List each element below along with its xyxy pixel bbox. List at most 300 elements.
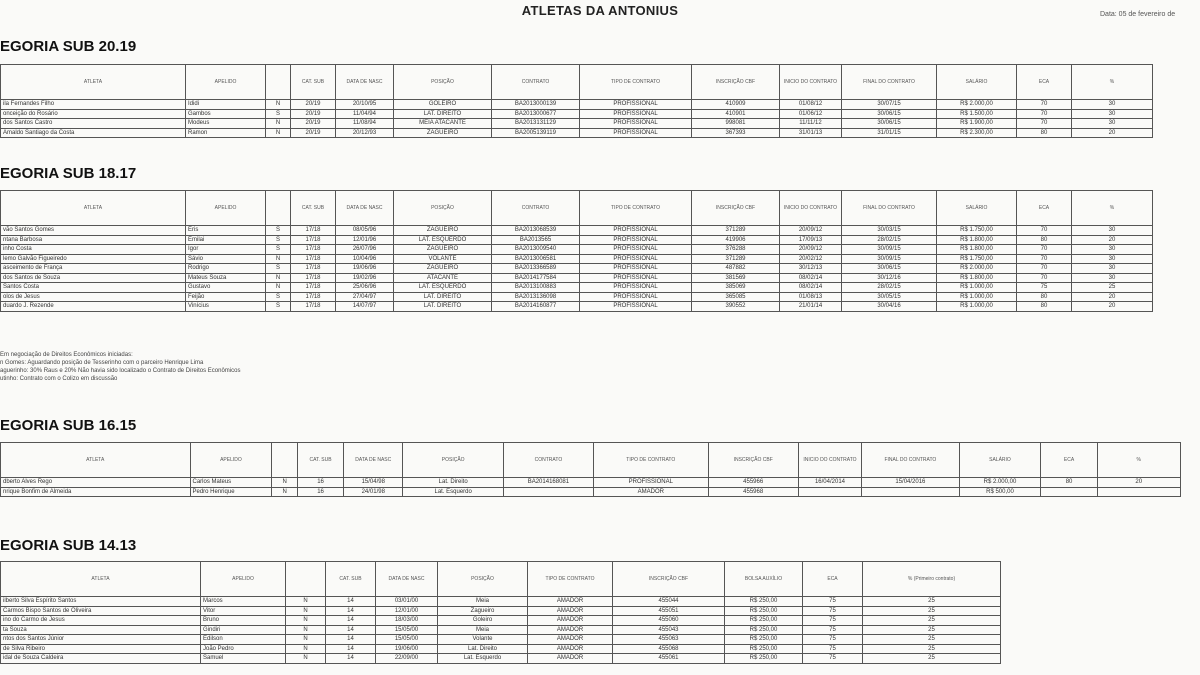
table-cell: PROFISSIONAL — [580, 245, 692, 255]
table-cell: Carmos Bispo Santos de Oliveira — [1, 606, 201, 616]
table-cell: BA2013100883 — [492, 283, 580, 293]
table-cell: 19/02/96 — [336, 273, 394, 283]
table-cell: PROFISSIONAL — [580, 302, 692, 312]
table-cell: Mateus Souza — [186, 273, 266, 283]
table-cell: R$ 2.300,00 — [937, 128, 1017, 138]
table-cell: 20/09/12 — [780, 226, 842, 236]
table-cell: PROFISSIONAL — [580, 264, 692, 274]
table-cell: 30 — [1072, 254, 1153, 264]
column-header: INICIO DO CONTRATO — [798, 443, 862, 478]
column-header: FINAL DO CONTRATO — [842, 65, 937, 100]
table-cell: 20/10/95 — [336, 100, 394, 110]
table-cell: S — [266, 245, 291, 255]
column-header — [286, 562, 326, 597]
column-header: POSIÇÃO — [438, 562, 528, 597]
table-cell: 75 — [803, 606, 863, 616]
table-cell: 20 — [1072, 302, 1153, 312]
table-cell: AMADOR — [528, 597, 613, 607]
table-header-row — [1, 191, 1153, 226]
table-cell: PROFISSIONAL — [580, 128, 692, 138]
table-row — [1, 226, 1153, 236]
table-cell: 16/04/2014 — [798, 478, 862, 488]
table-cell: Ramon — [186, 128, 266, 138]
table-cell: de Silva Ribeiro — [1, 644, 201, 654]
table-cell: 390552 — [692, 302, 780, 312]
table-cell: 455044 — [613, 597, 725, 607]
column-header: APELIDO — [186, 65, 266, 100]
table-row — [1, 487, 1181, 497]
table-cell: 20 — [1097, 478, 1180, 488]
column-header: % — [1097, 443, 1180, 478]
table-cell: AMADOR — [528, 635, 613, 645]
table-cell: BA2013006581 — [492, 254, 580, 264]
table-cell: 487882 — [692, 264, 780, 274]
table-cell: 21/01/14 — [780, 302, 842, 312]
table-cell: S — [266, 109, 291, 119]
table-cell: 14 — [326, 625, 376, 635]
table-cell: 26/07/96 — [336, 245, 394, 255]
table-cell: Vitor — [201, 606, 286, 616]
table-cell: AMADOR — [593, 487, 708, 497]
table-cell: 75 — [803, 635, 863, 645]
table-cell: 30/03/15 — [842, 226, 937, 236]
table-cell: olos de Jesus — [1, 292, 186, 302]
table-cell: R$ 1.800,00 — [937, 235, 1017, 245]
table-cell: 30/09/15 — [842, 254, 937, 264]
table-cell: 410901 — [692, 109, 780, 119]
table-cell: 70 — [1017, 119, 1072, 129]
column-header: FINAL DO CONTRATO — [842, 191, 937, 226]
column-header: INICIO DO CONTRATO — [780, 191, 842, 226]
table-row — [1, 635, 1001, 645]
column-header: % (Primeiro contrato) — [863, 562, 1001, 597]
table-cell: vão Santos Gomes — [1, 226, 186, 236]
table-cell: MEIA ATACANTE — [394, 119, 492, 129]
table-cell: BA2014177584 — [492, 273, 580, 283]
table-cell: Santos Costa — [1, 283, 186, 293]
table-cell: 30/09/15 — [842, 245, 937, 255]
table-cell: N — [266, 273, 291, 283]
column-header: TIPO DE CONTRATO — [580, 65, 692, 100]
table-cell: N — [286, 616, 326, 626]
table-cell: 17/18 — [291, 245, 336, 255]
table-cell: BA2014160877 — [492, 302, 580, 312]
athletes-table — [0, 190, 1153, 312]
table-cell: PROFISSIONAL — [580, 109, 692, 119]
table-cell: 28/02/15 — [842, 283, 937, 293]
table-cell: 28/02/15 — [842, 235, 937, 245]
table-row — [1, 245, 1153, 255]
table-cell: 24/01/98 — [344, 487, 403, 497]
table-cell: 30 — [1072, 273, 1153, 283]
column-header: TIPO DE CONTRATO — [528, 562, 613, 597]
table-cell: 455968 — [708, 487, 798, 497]
table-cell: 20/19 — [291, 100, 336, 110]
table-cell: BA2013000139 — [492, 100, 580, 110]
table-cell: Amaldo Santiago da Costa — [1, 128, 186, 138]
column-header: APELIDO — [201, 562, 286, 597]
table-cell — [1041, 487, 1097, 497]
table-header-row — [1, 562, 1001, 597]
table-cell: 371289 — [692, 254, 780, 264]
column-header: CONTRATO — [492, 191, 580, 226]
table-cell: 25 — [1072, 283, 1153, 293]
table-cell: 20/09/12 — [780, 245, 842, 255]
table-cell: 30/12/13 — [780, 264, 842, 274]
table-cell: S — [266, 264, 291, 274]
table-cell: 14/07/97 — [336, 302, 394, 312]
table-cell: 01/06/12 — [780, 109, 842, 119]
table-row — [1, 283, 1153, 293]
table-cell: 08/02/14 — [780, 273, 842, 283]
table-header-row — [1, 443, 1181, 478]
column-header: CAT. SUB — [297, 443, 343, 478]
table-cell: Gustavo — [186, 283, 266, 293]
table-cell: ZAGUEIRO — [394, 226, 492, 236]
table-cell: Vinícius — [186, 302, 266, 312]
table-cell: BA2005139119 — [492, 128, 580, 138]
table-cell: 20 — [1072, 128, 1153, 138]
column-header: POSIÇÃO — [394, 65, 492, 100]
athletes-table — [0, 442, 1181, 497]
column-header — [266, 191, 291, 226]
table-row — [1, 625, 1001, 635]
table-cell: 70 — [1017, 273, 1072, 283]
table-cell: 11/04/94 — [336, 109, 394, 119]
table-cell: 70 — [1017, 264, 1072, 274]
table-cell: N — [286, 597, 326, 607]
column-header: CONTRATO — [492, 65, 580, 100]
table-cell: 20 — [1072, 292, 1153, 302]
table-cell — [862, 487, 959, 497]
table-cell: Volante — [438, 635, 528, 645]
table-cell: 367393 — [692, 128, 780, 138]
section-title: EGORIA SUB 16.15 — [0, 417, 137, 434]
table-cell: N — [266, 128, 291, 138]
table-cell: R$ 250,00 — [725, 616, 803, 626]
table-cell: 12/01/00 — [376, 606, 438, 616]
table-cell: 19/06/96 — [336, 264, 394, 274]
column-header: BOLSA AUXÍLIO — [725, 562, 803, 597]
table-cell: 17/18 — [291, 226, 336, 236]
table-cell: 14 — [326, 644, 376, 654]
table-cell: Carlos Mateus — [190, 478, 272, 488]
column-header: % — [1072, 191, 1153, 226]
table-cell: 11/08/94 — [336, 119, 394, 129]
table-row — [1, 478, 1181, 488]
column-header: DATA DE NASC — [376, 562, 438, 597]
table-cell: Modeus — [186, 119, 266, 129]
table-cell: R$ 250,00 — [725, 606, 803, 616]
table-cell: 410909 — [692, 100, 780, 110]
table-cell: LAT. DIREITO — [394, 109, 492, 119]
note-line: n Gomes: Aguardando posição de Tesserinho com o parceiro Henrique Lima — [0, 360, 204, 366]
table-row — [1, 606, 1001, 616]
table-row — [1, 128, 1153, 138]
table-cell: Meia — [438, 625, 528, 635]
table-cell: ntos dos Santos Júnior — [1, 635, 201, 645]
table-cell: ATACANTE — [394, 273, 492, 283]
table-cell: N — [266, 100, 291, 110]
table-cell: Rodrigo — [186, 264, 266, 274]
table-row — [1, 644, 1001, 654]
table-cell: R$ 2.000,00 — [937, 100, 1017, 110]
table-cell: dos Santos de Souza — [1, 273, 186, 283]
table-cell: 16 — [297, 487, 343, 497]
column-header — [272, 443, 298, 478]
table-cell: 03/01/00 — [376, 597, 438, 607]
table-cell: 30 — [1072, 119, 1153, 129]
table-cell: 01/08/12 — [780, 100, 842, 110]
table-cell: Lat. Direito — [403, 478, 503, 488]
table-cell: Feijão — [186, 292, 266, 302]
table-cell: 75 — [803, 625, 863, 635]
table-cell: 15/04/98 — [344, 478, 403, 488]
table-cell: R$ 250,00 — [725, 635, 803, 645]
table-cell: 30/04/16 — [842, 302, 937, 312]
table-cell: dos Santos Castro — [1, 119, 186, 129]
table-cell: 25 — [863, 635, 1001, 645]
column-header: APELIDO — [186, 191, 266, 226]
column-header: ECA — [1017, 65, 1072, 100]
table-cell: 17/18 — [291, 283, 336, 293]
table-row — [1, 597, 1001, 607]
table-cell: lemo Galvão Figueiredo — [1, 254, 186, 264]
table-cell: 17/18 — [291, 254, 336, 264]
table-cell: Igor — [186, 245, 266, 255]
table-cell: AMADOR — [528, 616, 613, 626]
table-cell: 20/19 — [291, 119, 336, 129]
column-header: SALÁRIO — [959, 443, 1041, 478]
table-cell: idal de Souza Caldeira — [1, 654, 201, 664]
table-cell — [798, 487, 862, 497]
table-cell: 455060 — [613, 616, 725, 626]
table-cell: 14 — [326, 616, 376, 626]
table-cell: Emilai — [186, 235, 266, 245]
table-cell: 365085 — [692, 292, 780, 302]
column-header: DATA DE NASC — [344, 443, 403, 478]
table-cell: 15/05/00 — [376, 635, 438, 645]
table-cell: 75 — [803, 644, 863, 654]
table-cell: ntana Barbosa — [1, 235, 186, 245]
table-cell: ilberto Silva Espírito Santos — [1, 597, 201, 607]
table-cell: AMADOR — [528, 625, 613, 635]
table-row — [1, 654, 1001, 664]
column-header: ECA — [1041, 443, 1097, 478]
table-cell: 30 — [1072, 226, 1153, 236]
table-cell: 371289 — [692, 226, 780, 236]
column-header: INSCRIÇÃO CBF — [692, 65, 780, 100]
table-cell: 15/05/00 — [376, 625, 438, 635]
table-cell: PROFISSIONAL — [580, 235, 692, 245]
table-cell: João Pedro — [201, 644, 286, 654]
table-cell: R$ 1.750,00 — [937, 226, 1017, 236]
table-cell: 20/02/12 — [780, 254, 842, 264]
column-header: ECA — [1017, 191, 1072, 226]
table-cell: LAT. DIREITO — [394, 292, 492, 302]
table-cell: 385069 — [692, 283, 780, 293]
table-cell: 75 — [803, 616, 863, 626]
table-cell: 25 — [863, 597, 1001, 607]
table-cell: BA2013068539 — [492, 226, 580, 236]
table-cell: AMADOR — [528, 606, 613, 616]
table-cell: 15/04/2016 — [862, 478, 959, 488]
table-row — [1, 235, 1153, 245]
table-cell: 25 — [863, 644, 1001, 654]
table-cell: N — [286, 606, 326, 616]
table-cell: 17/18 — [291, 302, 336, 312]
table-cell: 16 — [297, 478, 343, 488]
table-cell: BA2013131129 — [492, 119, 580, 129]
column-header: POSIÇÃO — [394, 191, 492, 226]
table-cell: onceição do Rosário — [1, 109, 186, 119]
column-header — [266, 65, 291, 100]
table-cell: PROFISSIONAL — [580, 119, 692, 129]
table-cell: Edilson — [201, 635, 286, 645]
table-cell: 75 — [1017, 283, 1072, 293]
table-cell: R$ 250,00 — [725, 597, 803, 607]
table-cell: Marcos — [201, 597, 286, 607]
table-cell: Gindiri — [201, 625, 286, 635]
table-cell: 455966 — [708, 478, 798, 488]
table-cell: N — [266, 283, 291, 293]
table-cell: 25/06/96 — [336, 283, 394, 293]
table-header-row — [1, 65, 1153, 100]
table-cell: 75 — [803, 597, 863, 607]
column-header: CAT. SUB — [291, 65, 336, 100]
table-cell: 70 — [1017, 100, 1072, 110]
column-header: CONTRATO — [503, 443, 593, 478]
table-cell: 70 — [1017, 109, 1072, 119]
table-cell: PROFISSIONAL — [580, 254, 692, 264]
table-cell: 25 — [863, 616, 1001, 626]
table-cell: 10/04/96 — [336, 254, 394, 264]
table-cell: 17/09/13 — [780, 235, 842, 245]
table-cell: 25 — [863, 654, 1001, 664]
table-cell: 30/06/15 — [842, 109, 937, 119]
table-cell: 08/02/14 — [780, 283, 842, 293]
table-cell: Sávio — [186, 254, 266, 264]
table-cell: 14 — [326, 635, 376, 645]
table-cell: Bruno — [201, 616, 286, 626]
table-cell: 20/19 — [291, 128, 336, 138]
table-cell: N — [286, 635, 326, 645]
table-cell: Lat. Direito — [438, 644, 528, 654]
note-line: utinho: Contrato com o Colizo em discussão — [0, 376, 118, 382]
table-cell: S — [266, 302, 291, 312]
table-cell: 31/01/15 — [842, 128, 937, 138]
section-title: EGORIA SUB 14.13 — [0, 537, 137, 554]
table-cell: 455051 — [613, 606, 725, 616]
table-cell: LAT. DIREITO — [394, 302, 492, 312]
table-cell: 30 — [1072, 100, 1153, 110]
table-cell: Lat. Esquerdo — [438, 654, 528, 664]
table-cell: N — [272, 478, 298, 488]
table-cell: 30/06/15 — [842, 119, 937, 129]
table-cell: R$ 1.800,00 — [937, 273, 1017, 283]
table-cell: GOLEIRO — [394, 100, 492, 110]
table-cell: dberto Alves Rego — [1, 478, 191, 488]
table-cell: 11/11/12 — [780, 119, 842, 129]
table-cell: 27/04/97 — [336, 292, 394, 302]
table-cell: N — [272, 487, 298, 497]
table-cell: 30/07/15 — [842, 100, 937, 110]
table-cell: ZAGUEIRO — [394, 264, 492, 274]
table-cell: N — [266, 254, 291, 264]
table-cell: 30 — [1072, 109, 1153, 119]
table-cell: PROFISSIONAL — [580, 283, 692, 293]
table-cell: R$ 1.500,00 — [937, 109, 1017, 119]
table-cell: Samuel — [201, 654, 286, 664]
table-cell: N — [266, 119, 291, 129]
column-header: FINAL DO CONTRATO — [862, 443, 959, 478]
column-header: INSCRIÇÃO CBF — [692, 191, 780, 226]
table-cell: N — [286, 654, 326, 664]
table-cell: 80 — [1041, 478, 1097, 488]
table-cell: 30/12/16 — [842, 273, 937, 283]
table-cell: Meia — [438, 597, 528, 607]
table-cell: PROFISSIONAL — [580, 226, 692, 236]
table-cell — [1097, 487, 1180, 497]
column-header: ATLETA — [1, 65, 186, 100]
table-cell: PROFISSIONAL — [580, 292, 692, 302]
table-cell: PROFISSIONAL — [580, 100, 692, 110]
table-cell: N — [286, 644, 326, 654]
table-cell: R$ 500,00 — [959, 487, 1041, 497]
table-cell: S — [266, 235, 291, 245]
column-header: INICIO DO CONTRATO — [780, 65, 842, 100]
table-cell: 70 — [1017, 245, 1072, 255]
table-row — [1, 273, 1153, 283]
table-cell: 17/18 — [291, 292, 336, 302]
table-cell: R$ 2.000,00 — [959, 478, 1041, 488]
athletes-table — [0, 561, 1001, 664]
table-cell: Lat. Esquerdo — [403, 487, 503, 497]
athletes-table — [0, 64, 1153, 138]
table-cell: BA2013366589 — [492, 264, 580, 274]
column-header: SALÁRIO — [937, 191, 1017, 226]
table-cell: 31/01/13 — [780, 128, 842, 138]
document-date: Data: 05 de fevereiro de — [1100, 11, 1176, 18]
table-cell: asceimento de França — [1, 264, 186, 274]
table-cell: Pedro Henrique — [190, 487, 272, 497]
table-cell: R$ 250,00 — [725, 625, 803, 635]
column-header: TIPO DE CONTRATO — [593, 443, 708, 478]
table-cell: 80 — [1017, 292, 1072, 302]
table-cell: BA2013000677 — [492, 109, 580, 119]
negotiation-notes — [0, 351, 240, 383]
table-cell: BA2014168081 — [503, 478, 593, 488]
column-header: ATLETA — [1, 443, 191, 478]
table-cell: 376288 — [692, 245, 780, 255]
column-header: % — [1072, 65, 1153, 100]
table-cell: BA2013136098 — [492, 292, 580, 302]
table-cell: PROFISSIONAL — [580, 273, 692, 283]
column-header: INSCRIÇÃO CBF — [708, 443, 798, 478]
table-row — [1, 254, 1153, 264]
column-header: APELIDO — [190, 443, 272, 478]
table-cell: ZAGUEIRO — [394, 245, 492, 255]
table-row — [1, 292, 1153, 302]
table-cell: R$ 250,00 — [725, 644, 803, 654]
table-cell: R$ 2.000,00 — [937, 264, 1017, 274]
table-cell: LAT. ESQUERDO — [394, 283, 492, 293]
table-cell: 01/08/13 — [780, 292, 842, 302]
table-row — [1, 109, 1153, 119]
table-cell: 17/18 — [291, 273, 336, 283]
table-cell: 17/18 — [291, 264, 336, 274]
table-cell: 455063 — [613, 635, 725, 645]
